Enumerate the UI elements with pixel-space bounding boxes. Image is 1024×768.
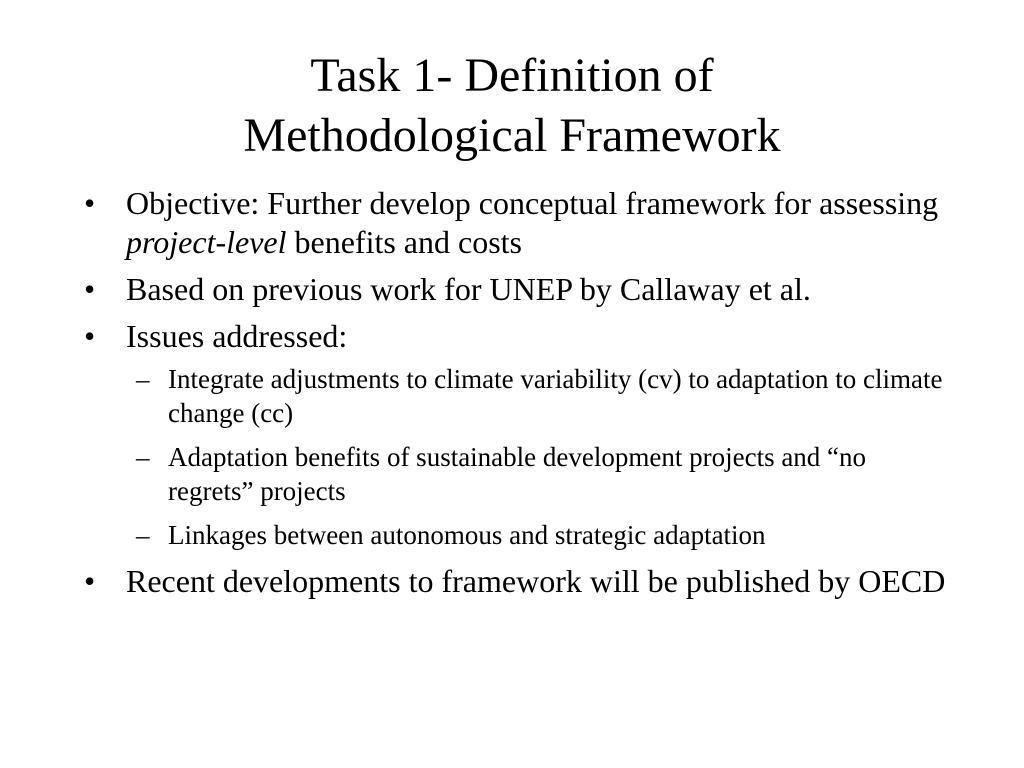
sub-bullet-adaptation-benefits — [124, 440, 964, 508]
sub-bullet-marker: – — [136, 442, 150, 472]
bullet-marker: • — [84, 185, 96, 221]
sub-bullet-linkages — [124, 518, 964, 552]
bullet-objective-italic: project-level — [126, 224, 287, 260]
bullet-based-on — [0, 270, 1024, 309]
title-line-1: Task 1- Definition of — [310, 49, 714, 102]
bullet-list — [0, 184, 1024, 609]
bullet-recent-developments-text: Recent developments to framework will be published by OECD — [126, 563, 946, 599]
bullet-based-on-text: Based on previous work for UNEP by Callaway et al. — [126, 271, 811, 307]
bullet-objective — [0, 184, 1024, 262]
bullet-objective-text: Objective: Further develop conceptual framework for assessing — [126, 185, 939, 221]
sub-bullet-marker: – — [136, 364, 150, 394]
bullet-issues-text: Issues addressed: — [126, 318, 348, 354]
bullet-recent-developments — [0, 562, 1024, 601]
title-line-2: Methodological Framework — [243, 109, 781, 162]
sub-bullet-linkages-text: Linkages between autonomous and strategic adaptation — [168, 520, 766, 550]
bullet-marker: • — [84, 318, 96, 354]
bullet-issues — [0, 317, 1024, 552]
bullet-objective-text-end: benefits and costs — [286, 224, 522, 260]
sub-bullet-integrate — [124, 362, 964, 430]
bullet-marker: • — [84, 271, 96, 307]
sub-bullet-list — [126, 362, 964, 552]
sub-bullet-marker: – — [136, 520, 150, 550]
slide-title — [0, 46, 1024, 166]
bullet-marker: • — [84, 563, 96, 599]
sub-bullet-adaptation-benefits-text: Adaptation benefits of sustainable development projects and “no regrets” projects — [168, 442, 867, 506]
sub-bullet-integrate-text: Integrate adjustments to climate variability (cv) to adaptation to climate change (cc) — [168, 364, 943, 428]
